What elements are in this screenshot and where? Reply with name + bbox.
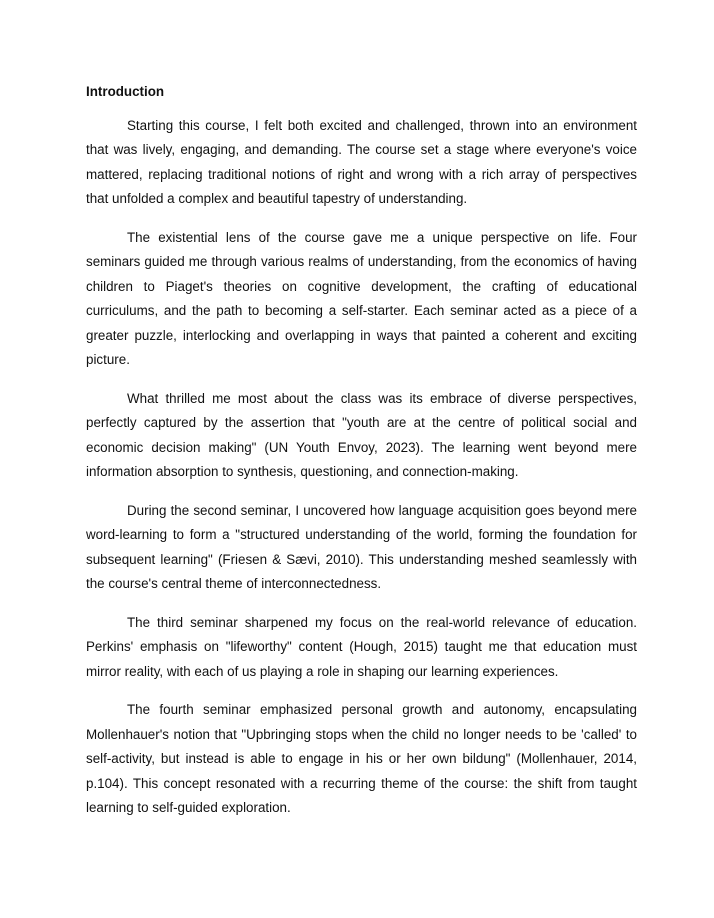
paragraph-5: The third seminar sharpened my focus on the real-world relevance of education. Perkins' emphasis on "lifeworthy" content (Hough, 2015) taught me that education must mirror reality, with each of us playing a role in shaping our learning experiences.	[86, 614, 637, 679]
section-heading: Introduction	[86, 84, 165, 99]
document-page	[86, 80, 637, 835]
paragraph-6: The fourth seminar emphasized personal growth and autonomy, encapsulating Mollenhauer's notion that "Upbringing stops when the child no longer needs to be 'called' to self-activity, but instead is able to engage in his or her own bildung" (Mollenhauer, 2014, p.104). This concept resonated with a recurring theme of the course: the shift from taught learning to self-guided exploration.	[86, 702, 637, 815]
paragraph-3: What thrilled me most about the class was its embrace of diverse perspectives, perfectly captured by the assertion that "youth are at the centre of political social and economic decision making" (UN Youth Envoy, 2023). The learning went beyond mere information absorption to synthesis, questioning, and connection-making.	[86, 390, 637, 479]
paragraph-1: Starting this course, I felt both excited and challenged, thrown into an environment that was lively, engaging, and demanding. The course set a stage where everyone's voice mattered, replacing traditional notions of right and wrong with a rich array of perspectives that unfolded a complex and beautiful tapestry of understanding.	[86, 117, 637, 206]
paragraph-4: During the second seminar, I uncovered how language acquisition goes beyond mere word-learning to form a "structured understanding of the world, forming the foundation for subsequent learning" (Friesen & Sævi, 2010). This understanding meshed seamlessly with the course's central theme of interconnectedness.	[86, 502, 637, 591]
paragraph-2: The existential lens of the course gave me a unique perspective on life. Four seminars guided me through various realms of understanding, from the economics of having children to Piaget's theories on cognitive development, the crafting of educational curriculums, and the path to becoming a self-starter. Each seminar acted as a piece of a greater puzzle, interlocking and overlapping in ways that painted a coherent and exciting picture.	[86, 229, 637, 367]
